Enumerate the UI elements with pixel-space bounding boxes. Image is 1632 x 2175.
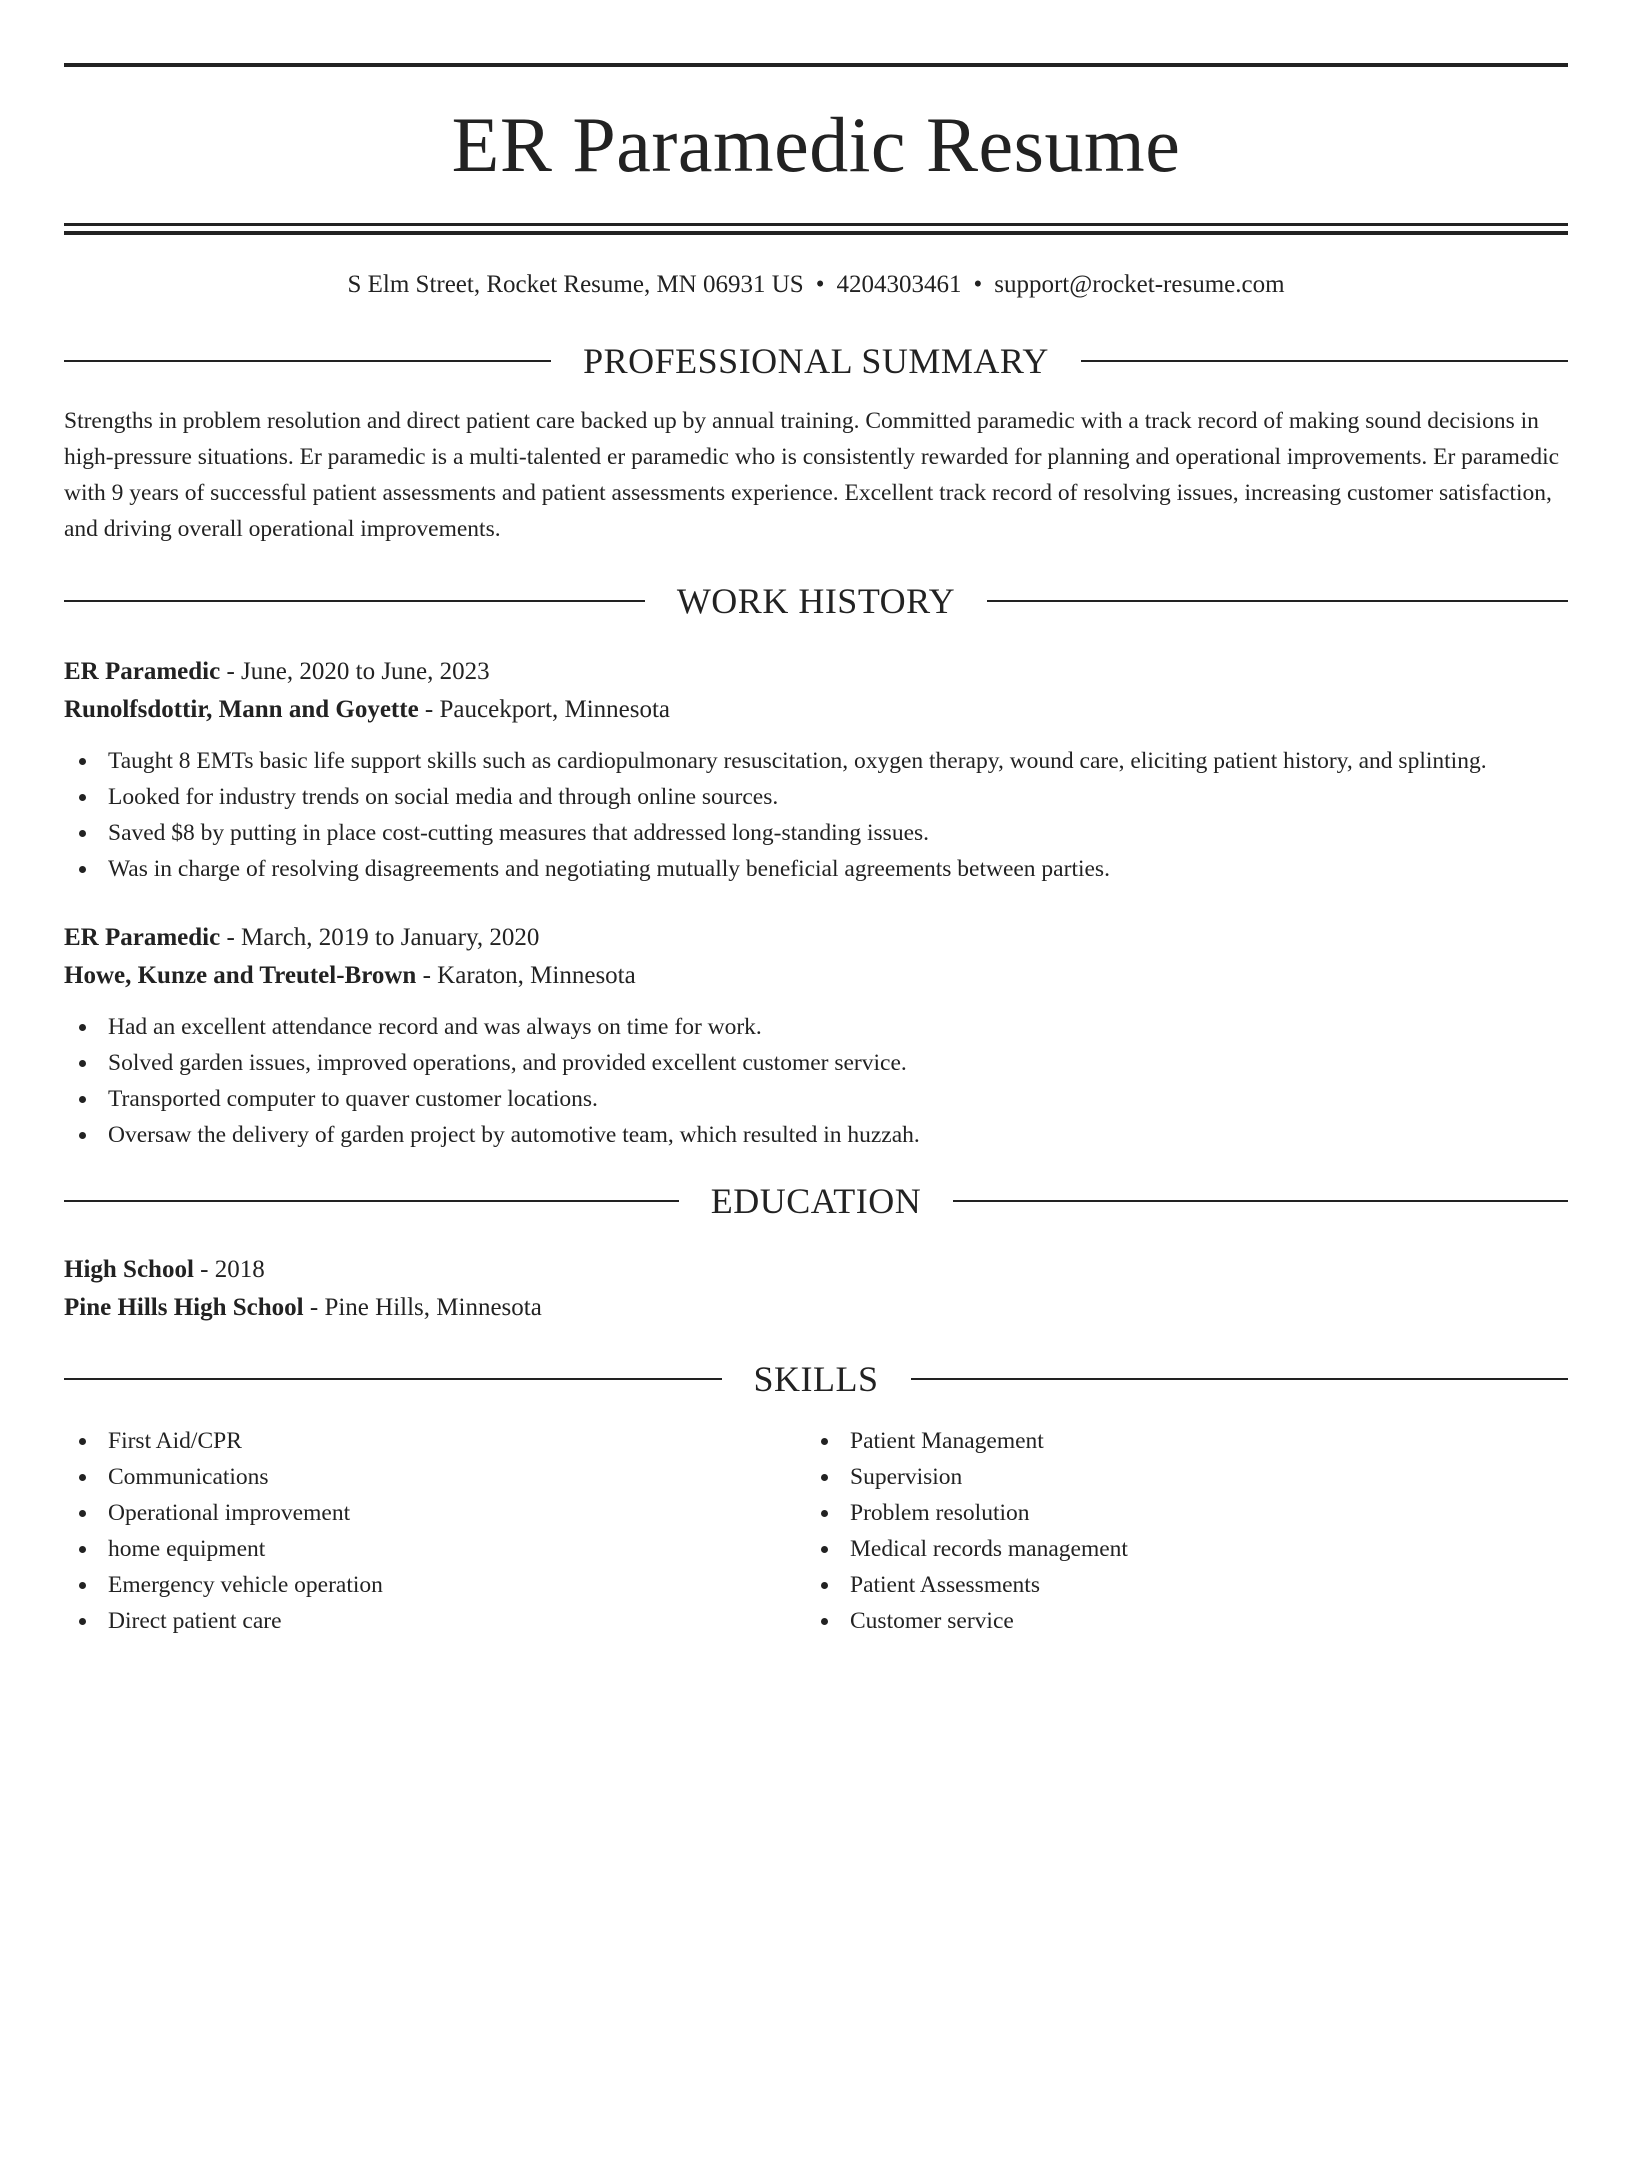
heading-rule-left [64,1200,679,1202]
skill-item [806,1495,1548,1531]
bullet-dot [79,794,86,801]
education-degree: High School [64,1256,194,1283]
title-double-rule [64,223,1568,235]
job-entry [64,919,1568,1153]
job-bullet-item [64,1081,1568,1117]
bullet-dot [79,1132,86,1139]
skill-item [806,1423,1548,1459]
job-title: ER Paramedic [64,924,221,951]
heading-rule-right [911,1378,1569,1380]
job-title-line [64,653,1568,691]
job-bullet-text: Was in charge of resolving disagreements and negotiating mutually beneficial agreements between parties. [108,856,1110,882]
job-bullet-item [64,1117,1568,1153]
skill-text: Patient Assessments [850,1572,1040,1598]
skill-item [64,1567,806,1603]
job-title-line [64,919,1568,957]
work-history-heading [64,579,1568,623]
job-list [64,653,1568,1153]
skills-heading-text: SKILLS [753,1359,879,1399]
job-bullet-text: Taught 8 EMTs basic life support skills such as cardiopulmonary resuscitation, oxygen therapy, wound care, eliciting patient history, and splinting. [108,748,1487,774]
resume-title: ER Paramedic Resume [451,101,1181,188]
bullet-dot [79,1582,86,1589]
skill-text: Customer service [850,1608,1014,1634]
job-bullet-text: Transported computer to quaver customer locations. [108,1086,598,1112]
bullet-dot [821,1474,828,1481]
job-location: - Paucekport, Minnesota [418,696,671,723]
skill-text: Operational improvement [108,1500,351,1526]
heading-rule-left [64,360,551,362]
job-company: Runolfsdottir, Mann and Goyette [64,696,419,723]
skill-item [64,1459,806,1495]
job-bullet-text: Had an excellent attendance record and was always on time for work. [108,1014,762,1040]
contact-separator: • [815,271,825,298]
skills-heading [64,1357,1568,1401]
bullet-dot [821,1510,828,1517]
bullet-dot [79,830,86,837]
contact-separator: • [973,271,983,298]
job-bullet-text: Looked for industry trends on social media and through online sources. [108,784,779,810]
job-dates: - March, 2019 to January, 2020 [220,924,540,951]
skill-item [806,1603,1548,1639]
skill-text: home equipment [108,1536,266,1562]
education-school: Pine Hills High School [64,1294,304,1321]
skill-text: Emergency vehicle operation [108,1572,383,1598]
job-bullets [64,1009,1568,1153]
bullet-dot [821,1546,828,1553]
skill-item [806,1459,1548,1495]
work-history-heading-text: WORK HISTORY [676,581,956,621]
heading-rule-left [64,600,645,602]
skill-item [64,1495,806,1531]
job-company: Howe, Kunze and Treutel-Brown [64,962,417,989]
skill-text: Direct patient care [108,1608,282,1634]
job-bullet-text: Solved garden issues, improved operations, and provided excellent customer service. [108,1050,907,1076]
job-bullets [64,743,1568,887]
job-bullet-text: Oversaw the delivery of garden project by automotive team, which resulted in huzzah. [108,1122,920,1148]
job-dates: - June, 2020 to June, 2023 [220,658,490,685]
job-location: - Karaton, Minnesota [416,962,636,989]
job-bullet-item [64,779,1568,815]
education-heading [64,1179,1568,1223]
bullet-dot [821,1438,828,1445]
top-rule [64,63,1568,67]
skills-column-right [806,1423,1548,1639]
skill-item [806,1567,1548,1603]
skill-text: Medical records management [850,1536,1128,1562]
education-heading-text: EDUCATION [710,1181,922,1221]
job-bullet-item [64,815,1568,851]
skills-grid [64,1423,1568,1639]
bullet-dot [821,1618,828,1625]
job-bullet-text: Saved $8 by putting in place cost-cutting measures that addressed long-standing issues. [108,820,930,846]
job-bullet-item [64,743,1568,779]
contact-line [64,267,1568,303]
job-entry [64,653,1568,887]
education-location: - Pine Hills, Minnesota [303,1294,542,1321]
education-year: - 2018 [193,1256,265,1283]
summary-text: Strengths in problem resolution and direct patient care backed up by annual training. Committed paramedic with a track record of making sound decisions in high-pressure situations. Er paramedic is a multi-talented er paramedic who is consistently rewarded for planning and operational improvements. Er paramedic with 9 years of successful patient assessments and patient assessments experience. Excellent track record of resolving issues, increasing customer satisfaction, and driving overall operational improvements. [64,408,1560,542]
skill-item [64,1423,806,1459]
contact-address: S Elm Street, Rocket Resume, MN 06931 US [347,271,804,298]
heading-rule-left [64,1378,722,1380]
bullet-dot [821,1582,828,1589]
bullet-dot [79,1096,86,1103]
contact-email: support@rocket-resume.com [994,271,1285,298]
summary-heading [64,339,1568,383]
skill-text: Supervision [850,1464,963,1490]
job-bullet-item [64,851,1568,887]
bullet-dot [79,758,86,765]
heading-rule-right [953,1200,1568,1202]
job-company-line [64,957,1568,995]
bullet-dot [79,1546,86,1553]
skill-text: Patient Management [850,1428,1044,1454]
bullet-dot [79,1474,86,1481]
bullet-dot [79,1060,86,1067]
contact-phone: 4204303461 [836,271,962,298]
skill-item [64,1603,806,1639]
skills-column-left [64,1423,806,1639]
summary-heading-text: PROFESSIONAL SUMMARY [583,341,1049,381]
skill-text: Problem resolution [850,1500,1030,1526]
education-entry [64,1251,1568,1327]
job-company-line [64,691,1568,729]
education-degree-line [64,1251,1568,1289]
heading-rule-right [1081,360,1568,362]
education-school-line [64,1289,1568,1327]
bullet-dot [79,1024,86,1031]
skill-text: First Aid/CPR [108,1428,242,1454]
skill-item [64,1531,806,1567]
skill-text: Communications [108,1464,269,1490]
resume-page [0,63,1632,2175]
heading-rule-right [987,600,1568,602]
job-bullet-item [64,1045,1568,1081]
skill-item [806,1531,1548,1567]
job-bullet-item [64,1009,1568,1045]
bullet-dot [79,866,86,873]
bullet-dot [79,1510,86,1517]
bullet-dot [79,1618,86,1625]
bullet-dot [79,1438,86,1445]
job-title: ER Paramedic [64,658,221,685]
